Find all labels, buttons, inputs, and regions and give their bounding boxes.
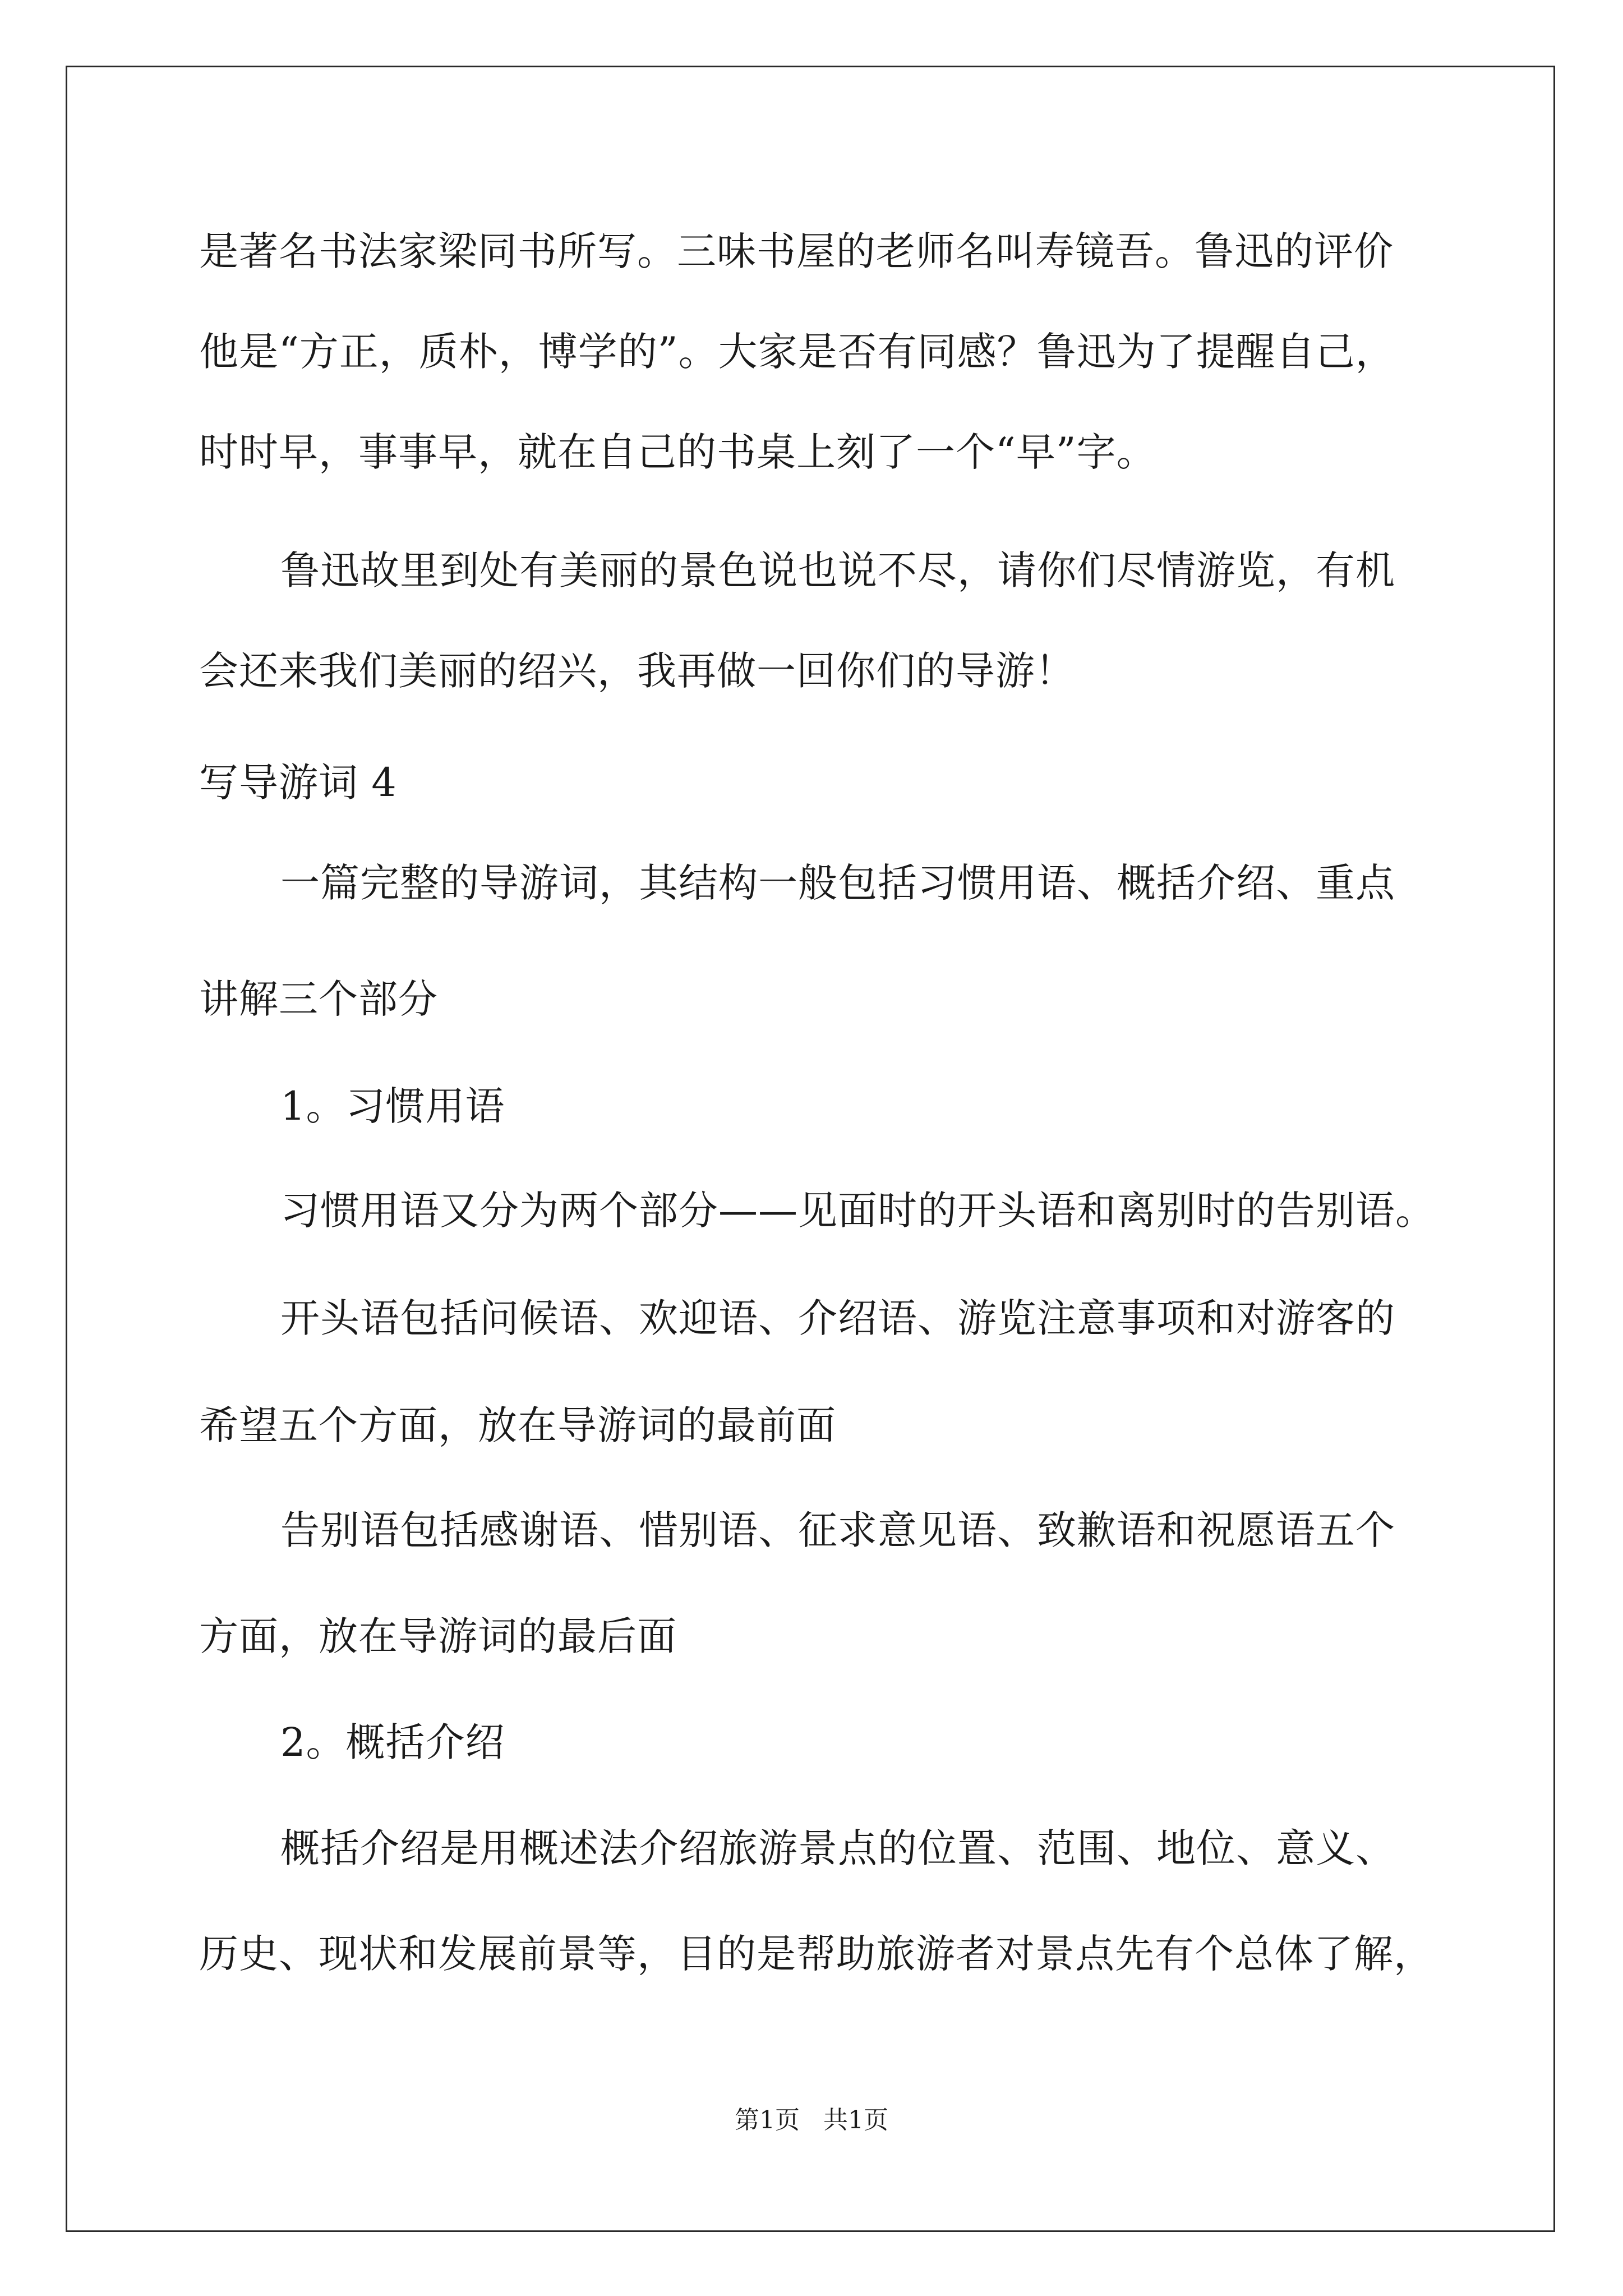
page-total: 共1页 — [823, 2106, 888, 2134]
body-line-1: 是著名书法家梁同书所写。三味书屋的老师名叫寿镜吾。鲁迅的评价 — [199, 228, 1394, 274]
body-line-11: 告别语包括感谢语、惜别语、征求意见语、致歉语和祝愿语五个 — [280, 1507, 1395, 1553]
body-line-4: 鲁迅故里到处有美丽的景色说也说不尽，请你们尽情游览，有机 — [280, 547, 1395, 593]
page-footer — [0, 2104, 1623, 2137]
body-line-5: 会还来我们美丽的绍兴，我再做一回你们的导游！ — [199, 648, 1075, 694]
body-line-9: 开头语包括问候语、欢迎语、介绍语、游览注意事项和对游客的 — [280, 1295, 1395, 1341]
section-heading-4: 写导游词 4 — [199, 760, 397, 806]
body-line-14: 历史、现状和发展前景等，目的是帮助旅游者对景点先有个总体了解， — [199, 1931, 1433, 1977]
page-number: 第1页 — [735, 2106, 800, 2134]
body-line-12: 方面，放在导游词的最后面 — [199, 1613, 677, 1659]
subheading-2: 2。概括介绍 — [280, 1719, 505, 1765]
body-line-13: 概括介绍是用概述法介绍旅游景点的位置、范围、地位、意义、 — [280, 1825, 1395, 1871]
body-line-7: 讲解三个部分 — [199, 976, 438, 1022]
body-line-2: 他是“方正，质朴，博学的”。大家是否有同感？鲁迅为了提醒自己， — [199, 329, 1395, 375]
body-line-10: 希望五个方面，放在导游词的最前面 — [199, 1402, 836, 1448]
body-line-3: 时时早，事事早，就在自己的书桌上刻了一个“早”字。 — [199, 429, 1156, 475]
page-border — [66, 66, 1555, 2232]
body-line-6: 一篇完整的导游词，其结构一般包括习惯用语、概括介绍、重点 — [280, 860, 1395, 906]
subheading-1: 1。习惯用语 — [280, 1083, 505, 1129]
body-line-8: 习惯用语又分为两个部分——见面时的开头语和离别时的告别语。 — [280, 1188, 1435, 1234]
